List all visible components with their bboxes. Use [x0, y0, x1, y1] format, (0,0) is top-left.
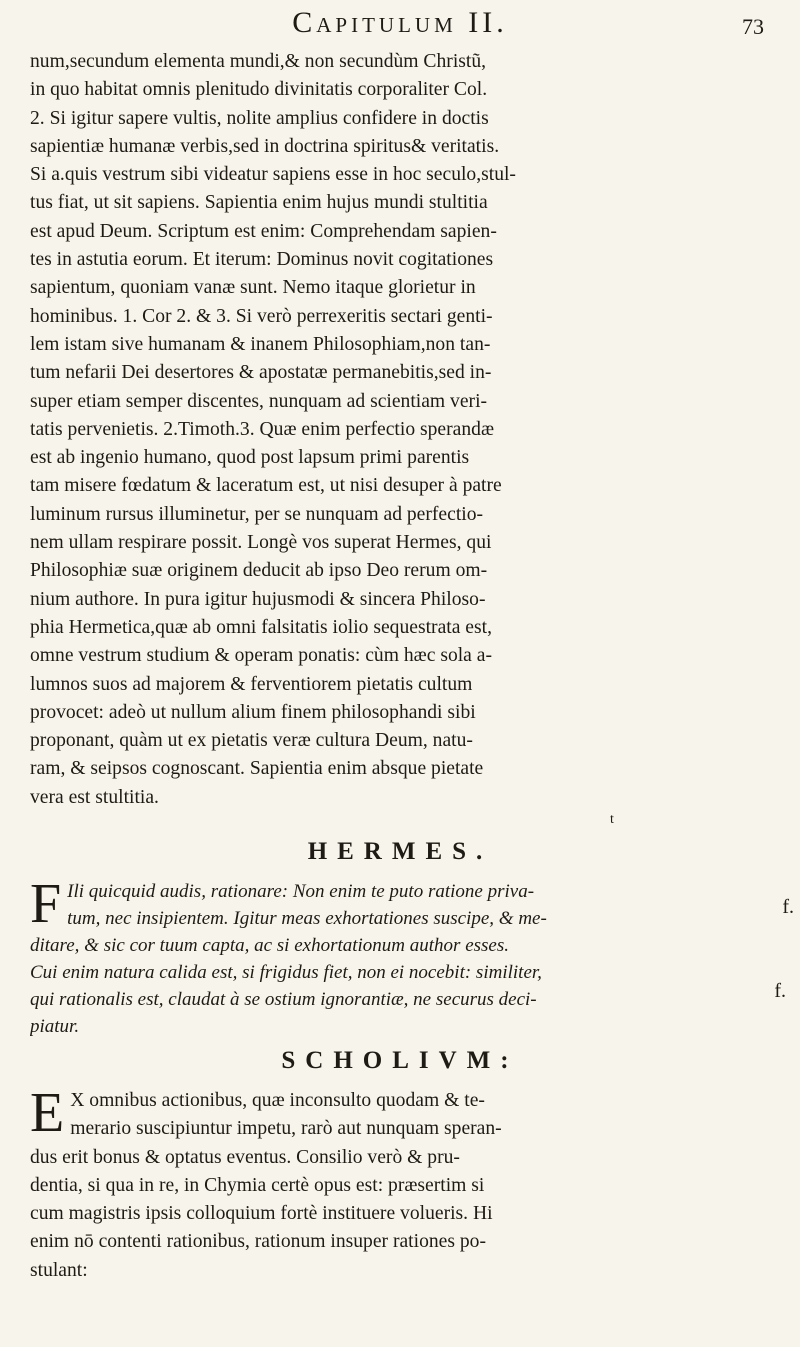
- text-line: tes in astutia eorum. Et iterum: Dominus novit cogitationes: [30, 249, 494, 271]
- text-line: tus fiat, ut sit sapiens. Sapientia enim hujus mundi stultitia: [30, 192, 488, 214]
- drop-cap: F: [30, 873, 62, 935]
- text-line: hominibus. 1. Cor 2. & 3. Si verò perrexeritis sectari genti-: [30, 305, 493, 327]
- running-head: [0, 2, 800, 50]
- text-line: X omnibus actionibus, quæ inconsulto quodam & te-: [70, 1090, 485, 1111]
- text-line: piatur.: [30, 1016, 80, 1037]
- text-line: vera est stultitia.: [30, 786, 159, 808]
- text-line: Si a.quis vestrum sibi videatur sapiens esse in hoc seculo,stul-: [30, 164, 516, 186]
- text-line: qui rationalis est, claudat à se ostium ignorantiæ, ne securus deci-: [30, 989, 537, 1010]
- text-line: 2. Si igitur sapere vultis, nolite amplius confidere in doctis: [30, 107, 489, 129]
- text-line: ram, & seipsos cognoscant. Sapientia enim absque pietate: [30, 758, 484, 780]
- text-line: sapientiæ humanæ verbis,sed in doctrina spiritus& veritatis.: [30, 135, 500, 157]
- text-line: est apud Deum. Scriptum est enim: Comprehendam sapien-: [30, 220, 497, 242]
- text-line: super etiam semper discentes, nunquam ad scientiam veri-: [30, 390, 488, 412]
- text-line: enim nō contenti rationibus, rationum insuper rationes po-: [30, 1231, 487, 1253]
- text-line: merario suscipiuntur impetu, rarò aut nunquam speran-: [70, 1118, 502, 1140]
- drop-cap: E: [30, 1082, 65, 1144]
- text-line: stulant:: [30, 1259, 88, 1281]
- text-line: in quo habitat omnis plenitudo divinitatis corporaliter Col.: [30, 79, 488, 101]
- text-line: omne vestrum studium & operam ponatis: cùm hæc sola a-: [30, 645, 493, 667]
- margin-mark: f.: [782, 896, 794, 918]
- scholium-paragraph: [30, 1082, 785, 1285]
- text-line: dentia, si qua in re, in Chymia certè opus est: præsertim si: [30, 1174, 485, 1196]
- text-line: Philosophiæ suæ originem deducit ab ipso Deo rerum om-: [30, 560, 488, 582]
- text-line: Cui enim natura calida est, si frigidus fiet, non ei nocebit: similiter,: [30, 962, 542, 983]
- text-line: nem ullam respirare possit. Longè vos superat Hermes, qui: [30, 532, 492, 554]
- text-line: nium authore. In pura igitur hujusmodi & sincera Philoso-: [30, 588, 486, 610]
- hermes-quote: [30, 873, 785, 1040]
- text-line: Ili quicquid audis, rationare: Non enim te puto ratione priva-: [67, 881, 535, 902]
- text-line: phia Hermetica,quæ ab omni falsitatis iolio sequestrata est,: [30, 616, 492, 638]
- scholium-heading: SCHOLIVM:: [281, 1047, 519, 1074]
- chapter-title: Capitulum II.: [292, 6, 508, 39]
- text-line: num,secundum elementa mundi,& non secundùm Christũ,: [30, 51, 487, 72]
- page-number: 73: [742, 14, 764, 39]
- margin-mark: f.: [774, 980, 786, 1002]
- text-line: lem istam sive humanam & inanem Philosophiam,non tan-: [30, 333, 491, 355]
- text-line: sapientum, quoniam vanæ sunt. Nemo itaque glorietur in: [30, 277, 476, 299]
- quote-lines: [30, 873, 785, 1040]
- text-line: tum nefarii Dei desertores & apostatæ permanebitis,sed in-: [30, 362, 492, 384]
- text-line: provocet: adeò ut nullum alium finem philosophandi sibi: [30, 701, 476, 723]
- text-line: proponant, quàm ut ex pietatis veræ cultura Deum, natu-: [30, 730, 473, 752]
- catchword-mark: t: [610, 812, 614, 827]
- text-line: lumnos suos ad majorem & ferventiorem pietatis cultum: [30, 673, 473, 695]
- text-line: tatis pervenietis. 2.Timoth.3. Quæ enim perfectio sperandæ: [30, 418, 495, 440]
- text-line: tum, nec insipientem. Igitur meas exhortationes suscipe, & me-: [67, 908, 547, 929]
- text-line: dus erit bonus & optatus eventus. Consilio verò & pru-: [30, 1146, 460, 1168]
- main-paragraph: [30, 48, 785, 812]
- text-line: cum magistris ipsis colloquium fortè instituere volueris. Hi: [30, 1203, 493, 1225]
- scholium-lines: [30, 1082, 785, 1285]
- text-line: est ab ingenio humano, quod post lapsum primi parentis: [30, 447, 470, 469]
- text-line: ditare, & sic cor tuum capta, ac si exhortationum author esses.: [30, 935, 509, 956]
- text-line: tam misere fœdatum & laceratum est, ut nisi desuper à patre: [30, 475, 502, 497]
- text-line: luminum rursus illuminetur, per se nunquam ad perfectio-: [30, 503, 484, 525]
- hermes-heading: HERMES.: [307, 838, 493, 865]
